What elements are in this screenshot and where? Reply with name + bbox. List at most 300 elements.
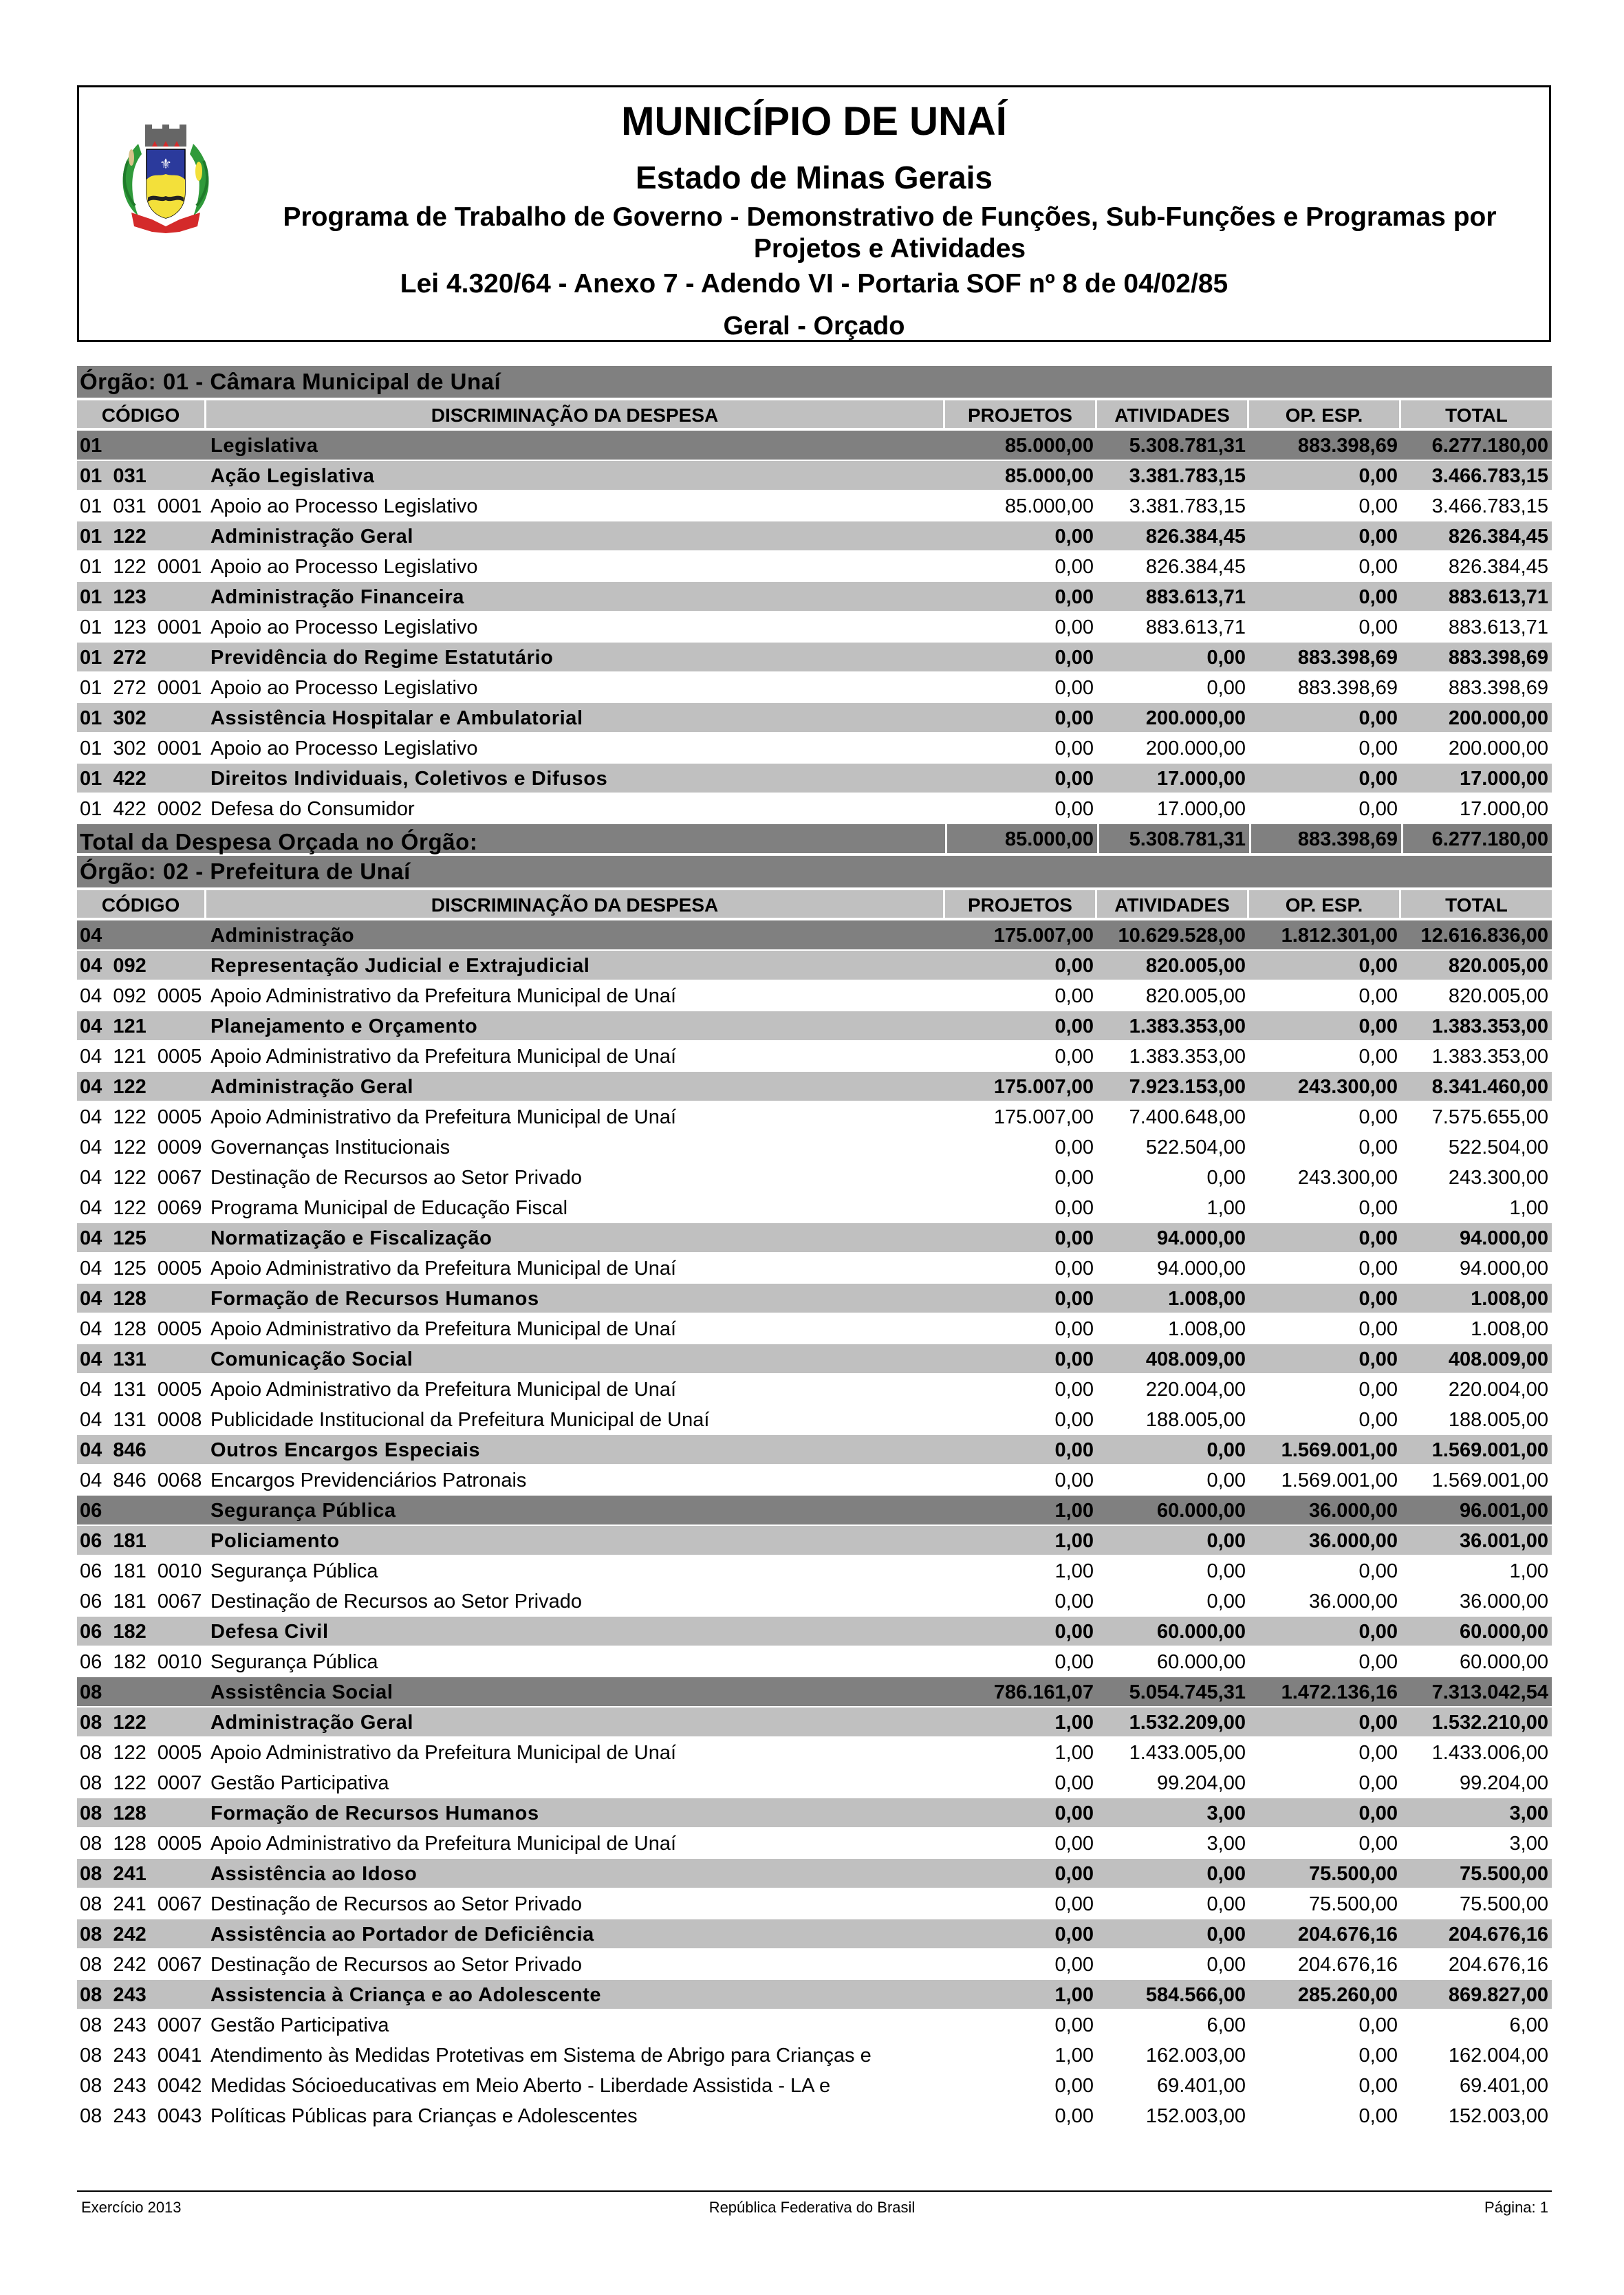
row-opesp-value: 1.812.301,00 [1281,925,1398,947]
row-code: 08 243 0043 [80,2105,202,2127]
column-header-atividades: ATIVIDADES [1097,400,1249,428]
row-atividades-value: 188.005,00 [1145,1409,1246,1431]
row-code: 04 092 0005 [80,985,202,1007]
row-description: Encargos Previdenciários Patronais [210,1469,527,1491]
row-opesp-value: 0,00 [1358,1651,1398,1673]
row-opesp-value: 0,00 [1358,1318,1398,1340]
row-atividades-value: 0,00 [1206,647,1246,669]
row-projetos-value: 1,00 [1054,1742,1094,1764]
row-opesp-value: 0,00 [1358,2014,1398,2036]
row-description: Apoio Administrativo da Prefeitura Municipal de Unaí [210,1318,677,1340]
programa-row [77,794,1552,824]
row-total-value: 820.005,00 [1448,955,1548,977]
row-opesp-value: 36.000,00 [1308,1500,1398,1522]
row-description: Direitos Individuais, Coletivos e Difusos [210,768,608,790]
row-code: 08 241 [80,1863,147,1885]
row-code: 04 846 0068 [80,1469,202,1491]
municipality-title: MUNICÍPIO DE UNAÍ [621,99,1007,144]
row-atividades-value: 10.629.528,00 [1118,925,1246,947]
row-code: 01 302 [80,707,147,729]
row-description: Administração Geral [210,1712,414,1734]
row-opesp-value: 243.300,00 [1297,1167,1398,1189]
row-description: Apoio Administrativo da Prefeitura Municipal de Unaí [210,1742,677,1764]
row-opesp-value: 243.300,00 [1297,1076,1398,1098]
row-opesp-value: 0,00 [1358,1772,1398,1794]
row-atividades-value: 7.923.153,00 [1129,1076,1246,1098]
row-total-value: 6.277.180,00 [1431,435,1548,457]
row-description: Políticas Públicas para Crianças e Adolescentes [210,2105,638,2127]
row-opesp-value: 0,00 [1358,1197,1398,1219]
row-description: Administração Geral [210,526,414,548]
column-header-code: CÓDIGO [77,890,206,918]
subfuncao-row [77,1284,1552,1314]
row-description: Apoio Administrativo da Prefeitura Municipal de Unaí [210,985,677,1007]
row-projetos-value: 0,00 [1054,1348,1094,1370]
row-code: 04 122 [80,1076,147,1098]
row-code: 08 122 0007 [80,1772,202,1794]
row-code: 01 031 [80,465,147,487]
row-opesp-value: 0,00 [1358,586,1398,608]
row-total-value: 883.398,69 [1448,677,1548,699]
row-total-value: 12.616.836,00 [1420,925,1548,947]
footer-page-number: Página: 1 [1484,2199,1548,2216]
row-code: 01 302 0001 [80,737,202,759]
row-atividades-value: 17.000,00 [1156,768,1246,790]
programa-row [77,1163,1552,1193]
row-code: 04 131 0005 [80,1379,202,1401]
row-opesp-value: 0,00 [1358,1258,1398,1280]
programa-row [77,1829,1552,1859]
row-projetos-value: 1,00 [1054,2045,1094,2067]
row-total-value: 8.341.460,00 [1431,1076,1548,1098]
row-opesp-value: 0,00 [1358,1136,1398,1159]
row-projetos-value: 175.007,00 [993,1076,1094,1098]
row-code: 04 131 [80,1348,147,1370]
row-description: Formação de Recursos Humanos [210,1288,539,1310]
programa-row [77,2010,1552,2040]
column-header-opesp: OP. ESP. [1249,400,1401,428]
orgao-title: Órgão: 02 - Prefeitura de Unaí [77,856,1552,890]
row-projetos-value: 1,00 [1054,1984,1094,2006]
row-total-value: 36.000,00 [1459,1591,1548,1613]
row-projetos-value: 0,00 [1054,1621,1094,1643]
row-projetos-value: 0,00 [1054,1379,1094,1401]
svg-text:⚜: ⚜ [160,155,172,172]
row-code: 01 122 0001 [80,556,202,578]
row-projetos-value: 0,00 [1054,1924,1094,1946]
row-description: Ação Legislativa [210,465,375,487]
row-projetos-value: 0,00 [1054,1197,1094,1219]
row-atividades-value: 0,00 [1206,1954,1246,1976]
row-atividades-value: 1.383.353,00 [1129,1015,1246,1037]
row-atividades-value: 1.433.005,00 [1129,1742,1246,1764]
row-opesp-value: 0,00 [1358,1712,1398,1734]
programa-row [77,981,1552,1011]
row-total-value: 883.398,69 [1448,647,1548,669]
row-total-value: 1.569.001,00 [1431,1469,1548,1491]
row-code: 01 123 [80,586,147,608]
row-projetos-value: 1,00 [1054,1530,1094,1552]
row-atividades-value: 0,00 [1206,1469,1246,1491]
row-projetos-value: 0,00 [1054,1227,1094,1249]
row-total-value: 1.383.353,00 [1431,1015,1548,1037]
row-projetos-value: 0,00 [1054,985,1094,1007]
row-description: Destinação de Recursos ao Setor Privado [210,1893,583,1915]
row-total-value: 3.466.783,15 [1431,495,1548,517]
subfuncao-row [77,1526,1552,1556]
programa-row [77,1253,1552,1284]
row-projetos-value: 175.007,00 [993,925,1094,947]
footer-country: República Federativa do Brasil [708,2199,916,2216]
row-code: 06 181 0067 [80,1591,202,1613]
row-atividades-value: 0,00 [1206,1530,1246,1552]
row-description: Destinação de Recursos ao Setor Privado [210,1167,583,1189]
row-projetos-value: 0,00 [1054,1651,1094,1673]
row-projetos-value: 0,00 [1054,2105,1094,2127]
row-code: 04 [80,925,102,947]
row-projetos-value: 1,00 [1054,1560,1094,1582]
row-description: Apoio ao Processo Legislativo [210,616,478,638]
row-total-value: 69.401,00 [1459,2075,1548,2097]
row-total-value: 7.575.655,00 [1431,1106,1548,1128]
row-total-value: 75.500,00 [1459,1893,1548,1915]
row-atividades-value: 1.008,00 [1168,1288,1246,1310]
row-code: 04 121 [80,1015,147,1037]
row-total-value: 200.000,00 [1448,707,1548,729]
row-opesp-value: 0,00 [1358,556,1398,578]
row-total-value: 1.008,00 [1471,1288,1548,1310]
row-opesp-value: 0,00 [1358,768,1398,790]
row-total-value: 522.504,00 [1448,1136,1548,1159]
row-atividades-value: 1,00 [1206,1197,1246,1219]
column-header-total: TOTAL [1445,894,1508,916]
row-description: Previdência do Regime Estatutário [210,647,554,669]
row-total-value: 826.384,45 [1448,526,1548,548]
row-code: 04 128 0005 [80,1318,202,1340]
row-atividades-value: 0,00 [1206,1924,1246,1946]
row-code: 06 181 [80,1530,147,1552]
row-projetos-value: 0,00 [1054,737,1094,759]
row-code: 08 128 [80,1802,147,1824]
row-atividades-value: 3.381.783,15 [1129,495,1246,517]
row-description: Assistência ao Portador de Deficiência [210,1924,594,1946]
row-projetos-value: 0,00 [1054,2014,1094,2036]
row-atividades-value: 5.054.745,31 [1129,1681,1246,1703]
row-code: 08 241 0067 [80,1893,202,1915]
orgao-total-atividades: 5.308.781,31 [1097,824,1249,853]
row-projetos-value: 85.000,00 [1004,435,1094,457]
row-atividades-value: 5.308.781,31 [1129,435,1246,457]
row-description: Medidas Sócioeducativas em Meio Aberto - Liberdade Assistida - LA e [210,2075,831,2097]
row-opesp-value: 1.472.136,16 [1281,1681,1398,1703]
row-opesp-value: 0,00 [1358,1288,1398,1310]
row-code: 06 182 [80,1621,147,1643]
row-description: Assistência Social [210,1681,393,1703]
orgao-section [77,856,1552,2131]
row-description: Gestão Participativa [210,1772,389,1794]
row-opesp-value: 75.500,00 [1308,1863,1398,1885]
row-total-value: 188.005,00 [1448,1409,1548,1431]
row-atividades-value: 69.401,00 [1156,2075,1246,2097]
row-description: Assistência ao Idoso [210,1863,418,1885]
programa-row [77,1647,1552,1677]
row-projetos-value: 0,00 [1054,707,1094,729]
row-atividades-value: 60.000,00 [1156,1500,1246,1522]
row-projetos-value: 0,00 [1054,1954,1094,1976]
row-opesp-value: 0,00 [1358,1802,1398,1824]
row-code: 04 125 0005 [80,1258,202,1280]
row-opesp-value: 204.676,16 [1297,1954,1398,1976]
programa-row [77,1465,1552,1496]
row-opesp-value: 0,00 [1358,707,1398,729]
row-description: Apoio Administrativo da Prefeitura Municipal de Unaí [210,1046,677,1068]
row-opesp-value: 883.398,69 [1297,647,1398,669]
row-description: Assistencia à Criança e ao Adolescente [210,1984,602,2006]
column-header-code: CÓDIGO [77,400,206,428]
subfuncao-row [77,703,1552,733]
row-atividades-value: 820.005,00 [1145,955,1246,977]
programa-row [77,1738,1552,1768]
row-atividades-value: 1.383.353,00 [1129,1046,1246,1068]
row-atividades-value: 7.400.648,00 [1129,1106,1246,1128]
row-total-value: 220.004,00 [1448,1379,1548,1401]
row-total-value: 1,00 [1509,1197,1548,1219]
row-opesp-value: 0,00 [1358,495,1398,517]
orgao-total-label: Total da Despesa Orçada no Órgão: [80,829,478,854]
row-atividades-value: 6,00 [1206,2014,1246,2036]
row-total-value: 1.569.001,00 [1431,1439,1548,1461]
row-description: Apoio ao Processo Legislativo [210,495,478,517]
row-total-value: 826.384,45 [1448,556,1548,578]
subfuncao-row [77,1707,1552,1738]
row-code: 01 272 0001 [80,677,202,699]
subfuncao-row [77,1617,1552,1647]
programa-row [77,491,1552,521]
programa-row [77,552,1552,582]
program-title: Programa de Trabalho de Governo - Demonstrativo de Funções, Sub-Funções e Programas por Projetos e Atividades [283,202,1497,263]
row-atividades-value: 1.532.209,00 [1129,1712,1246,1734]
column-header-projetos: PROJETOS [945,890,1097,918]
subfuncao-row [77,1223,1552,1253]
row-description: Outros Encargos Especiais [210,1439,481,1461]
row-code: 04 092 [80,955,147,977]
row-projetos-value: 0,00 [1054,1136,1094,1159]
programa-row [77,612,1552,643]
row-atividades-value: 0,00 [1206,1893,1246,1915]
row-opesp-value: 0,00 [1358,985,1398,1007]
row-opesp-value: 0,00 [1358,1227,1398,1249]
row-description: Segurança Pública [210,1500,396,1522]
row-projetos-value: 0,00 [1054,768,1094,790]
orgao-total-projetos: 85.000,00 [945,824,1097,853]
orgao-total-total: 6.277.180,00 [1401,824,1552,853]
row-code: 08 243 0042 [80,2075,202,2097]
programa-row [77,1556,1552,1586]
row-atividades-value: 60.000,00 [1156,1621,1246,1643]
programa-row [77,1375,1552,1405]
budget-report-table [77,366,1552,2131]
row-atividades-value: 60.000,00 [1156,1651,1246,1673]
row-description: Segurança Pública [210,1651,378,1673]
row-opesp-value: 0,00 [1358,955,1398,977]
row-opesp-value: 0,00 [1358,737,1398,759]
row-total-value: 60.000,00 [1459,1651,1548,1673]
row-opesp-value: 0,00 [1358,1409,1398,1431]
funcao-row [77,1496,1552,1526]
row-atividades-value: 408.009,00 [1145,1348,1246,1370]
row-opesp-value: 204.676,16 [1297,1924,1398,1946]
row-total-value: 3,00 [1509,1833,1548,1855]
row-projetos-value: 0,00 [1054,556,1094,578]
row-projetos-value: 0,00 [1054,1439,1094,1461]
programa-row [77,1042,1552,1072]
row-code: 04 128 [80,1288,147,1310]
column-header-total: TOTAL [1445,405,1508,426]
row-atividades-value: 826.384,45 [1145,556,1246,578]
row-description: Administração Financeira [210,586,464,608]
row-total-value: 883.613,71 [1448,586,1548,608]
footer-divider [77,2190,1552,2192]
row-code: 08 242 0067 [80,1954,202,1976]
row-total-value: 1.008,00 [1471,1318,1548,1340]
row-description: Segurança Pública [210,1560,378,1582]
row-atividades-value: 94.000,00 [1156,1258,1246,1280]
row-total-value: 200.000,00 [1448,737,1548,759]
column-header-atividades: ATIVIDADES [1097,890,1249,918]
row-description: Governanças Institucionais [210,1136,451,1159]
subfuncao-row [77,1344,1552,1375]
row-projetos-value: 0,00 [1054,1318,1094,1340]
row-projetos-value: 0,00 [1054,1893,1094,1915]
row-description: Comunicação Social [210,1348,413,1370]
row-projetos-value: 0,00 [1054,1288,1094,1310]
row-atividades-value: 162.003,00 [1145,2045,1246,2067]
row-opesp-value: 0,00 [1358,1621,1398,1643]
row-opesp-value: 0,00 [1358,1106,1398,1128]
row-opesp-value: 1.569.001,00 [1281,1469,1398,1491]
row-total-value: 243.300,00 [1448,1167,1548,1189]
law-reference: Lei 4.320/64 - Anexo 7 - Adendo VI - Portaria SOF nº 8 de 04/02/85 [400,269,1228,299]
row-total-value: 60.000,00 [1459,1621,1548,1643]
row-atividades-value: 200.000,00 [1145,707,1246,729]
row-description: Atendimento às Medidas Protetivas em Sistema de Abrigo para Crianças e [210,2045,871,2067]
row-total-value: 1.532.210,00 [1431,1712,1548,1734]
row-total-value: 3,00 [1509,1802,1548,1824]
row-projetos-value: 0,00 [1054,1469,1094,1491]
row-code: 06 [80,1500,102,1522]
column-header-row [77,400,1552,431]
row-description: Policiamento [210,1530,340,1552]
column-header-projetos: PROJETOS [945,400,1097,428]
row-total-value: 408.009,00 [1448,1348,1548,1370]
row-description: Apoio ao Processo Legislativo [210,556,478,578]
column-header-opesp: OP. ESP. [1249,890,1401,918]
row-description: Apoio Administrativo da Prefeitura Municipal de Unaí [210,1258,677,1280]
report-scope: Geral - Orçado [723,312,905,341]
row-atividades-value: 0,00 [1206,1560,1246,1582]
row-opesp-value: 883.398,69 [1297,435,1398,457]
subfuncao-row [77,951,1552,981]
row-code: 08 128 0005 [80,1833,202,1855]
programa-row [77,1193,1552,1223]
row-code: 01 031 0001 [80,495,202,517]
funcao-row [77,1677,1552,1707]
row-total-value: 1.433.006,00 [1431,1742,1548,1764]
row-opesp-value: 0,00 [1358,465,1398,487]
row-total-value: 7.313.042,54 [1431,1681,1548,1703]
programa-row [77,673,1552,703]
row-opesp-value: 0,00 [1358,1560,1398,1582]
row-atividades-value: 152.003,00 [1145,2105,1246,2127]
row-total-value: 1,00 [1509,1560,1548,1582]
row-atividades-value: 522.504,00 [1145,1136,1246,1159]
row-projetos-value: 0,00 [1054,677,1094,699]
row-total-value: 162.004,00 [1448,2045,1548,2067]
row-opesp-value: 0,00 [1358,1348,1398,1370]
row-atividades-value: 826.384,45 [1145,526,1246,548]
subfuncao-row [77,1919,1552,1950]
row-description: Apoio Administrativo da Prefeitura Municipal de Unaí [210,1106,677,1128]
row-description: Administração [210,925,355,947]
subfuncao-row [77,521,1552,552]
row-atividades-value: 200.000,00 [1145,737,1246,759]
row-atividades-value: 0,00 [1206,1591,1246,1613]
row-opesp-value: 0,00 [1358,1379,1398,1401]
row-atividades-value: 3,00 [1206,1802,1246,1824]
row-description: Gestão Participativa [210,2014,389,2036]
column-header-row [77,890,1552,920]
row-description: Apoio Administrativo da Prefeitura Municipal de Unaí [210,1833,677,1855]
subfuncao-row [77,461,1552,491]
row-projetos-value: 0,00 [1054,1863,1094,1885]
row-code: 01 422 [80,768,147,790]
row-opesp-value: 75.500,00 [1308,1893,1398,1915]
row-code: 08 242 [80,1924,147,1946]
programa-row [77,1102,1552,1132]
row-atividades-value: 0,00 [1206,1167,1246,1189]
row-total-value: 3.466.783,15 [1431,465,1548,487]
programa-row [77,1132,1552,1163]
row-projetos-value: 0,00 [1054,1167,1094,1189]
row-code: 08 243 [80,1984,147,2006]
row-code: 04 122 0067 [80,1167,202,1189]
row-total-value: 1.383.353,00 [1431,1046,1548,1068]
row-opesp-value: 0,00 [1358,616,1398,638]
row-atividades-value: 0,00 [1206,1439,1246,1461]
row-description: Apoio ao Processo Legislativo [210,677,478,699]
row-projetos-value: 0,00 [1054,1833,1094,1855]
row-atividades-value: 3,00 [1206,1833,1246,1855]
row-atividades-value: 883.613,71 [1145,616,1246,638]
row-code: 06 181 0010 [80,1560,202,1582]
row-description: Representação Judicial e Extrajudicial [210,955,590,977]
row-atividades-value: 17.000,00 [1156,798,1246,820]
orgao-section [77,366,1552,856]
subfuncao-row [77,1859,1552,1889]
row-code: 04 121 0005 [80,1046,202,1068]
row-code: 08 [80,1681,102,1703]
row-projetos-value: 0,00 [1054,1409,1094,1431]
row-atividades-value: 1.008,00 [1168,1318,1246,1340]
row-opesp-value: 0,00 [1358,798,1398,820]
row-atividades-value: 0,00 [1206,677,1246,699]
row-opesp-value: 0,00 [1358,1046,1398,1068]
row-projetos-value: 0,00 [1054,526,1094,548]
row-total-value: 17.000,00 [1459,768,1548,790]
programa-row [77,1586,1552,1617]
row-projetos-value: 786.161,07 [993,1681,1094,1703]
row-opesp-value: 0,00 [1358,2105,1398,2127]
